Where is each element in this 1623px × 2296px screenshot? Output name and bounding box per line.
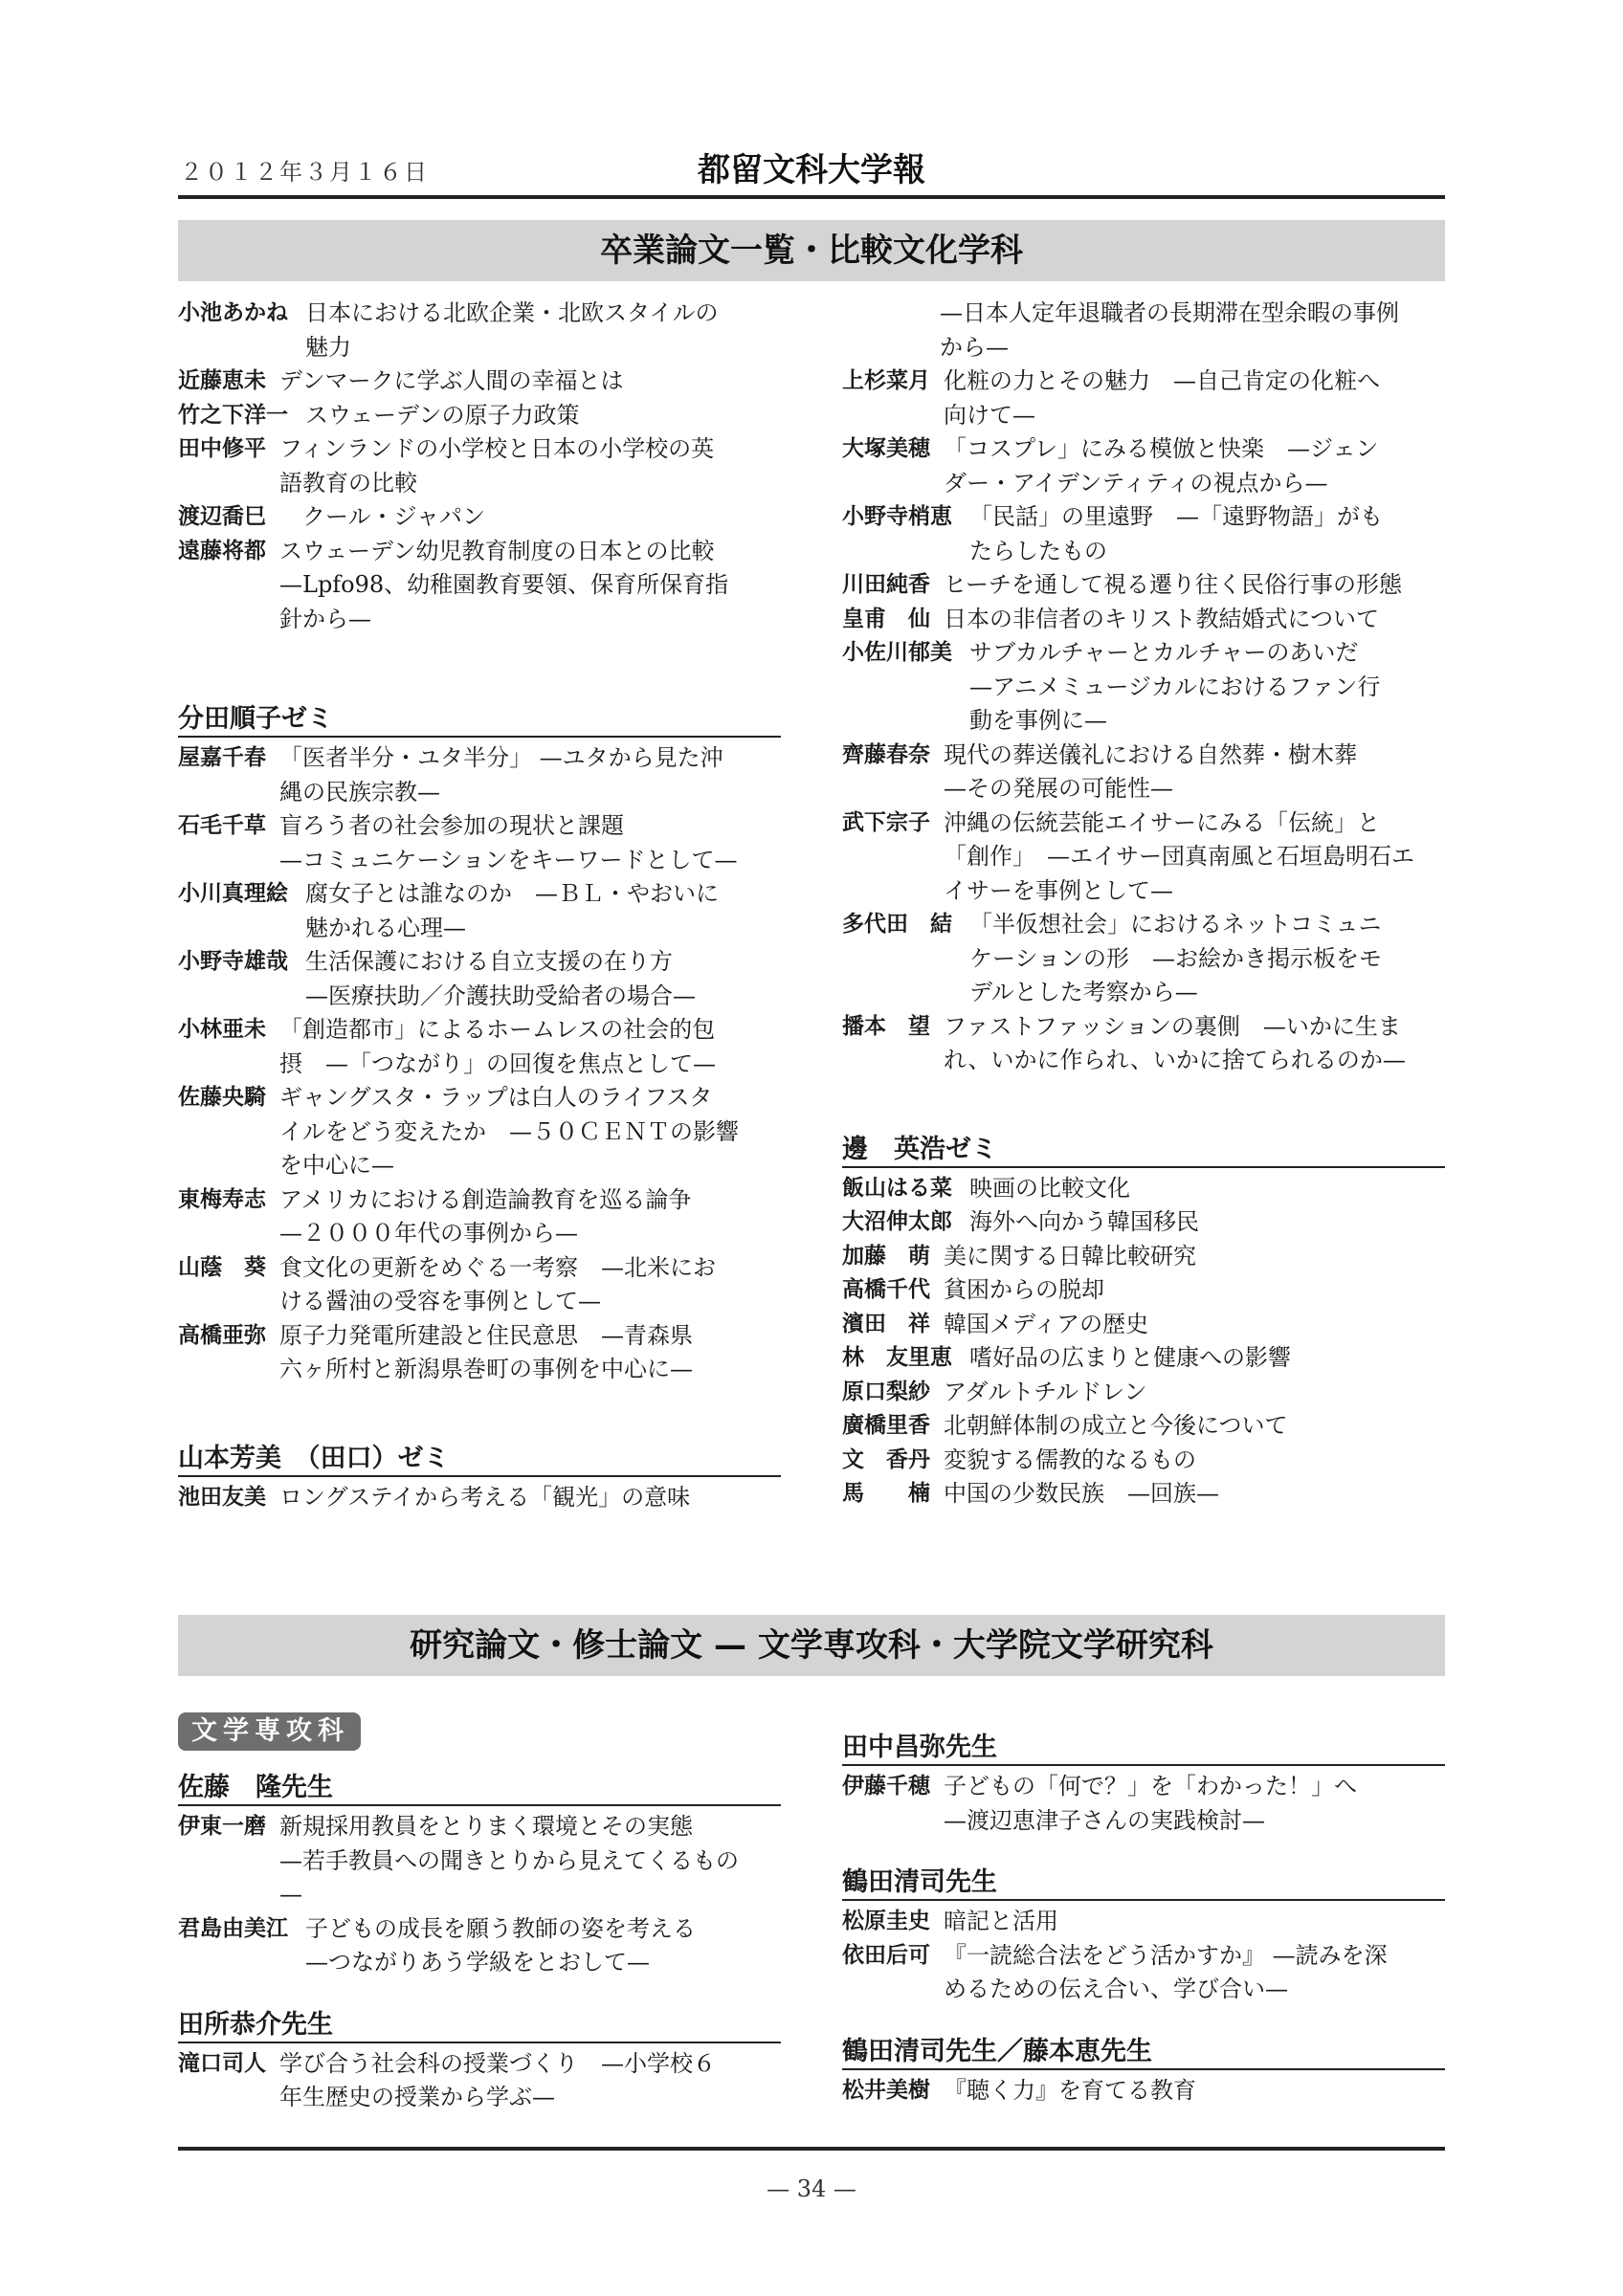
author-name: 多代田 結 xyxy=(842,912,952,937)
seminar-theses-list xyxy=(842,1172,1445,1512)
author-name: 大沼伸太郎 xyxy=(842,1209,952,1234)
thesis-title: 北朝鮮体制の成立と今後について xyxy=(944,1412,1288,1439)
seminar-theses-list xyxy=(178,741,781,1387)
thesis-title: デンマークに学ぶ人間の幸福とは xyxy=(279,367,624,394)
thesis-entry xyxy=(178,297,781,364)
thesis-entry xyxy=(178,1810,781,1912)
thesis-title: 暗記と活用 xyxy=(944,1908,1058,1934)
author-name: 加藤 萌 xyxy=(842,1243,930,1269)
thesis-entry xyxy=(842,2074,1445,2108)
papers-list xyxy=(178,1810,781,1980)
page-number: — 34 — xyxy=(767,2175,856,2202)
thesis-title: 沖縄の伝統芸能エイサーにみる「伝統」と 「創作」 —エイサー団真南風と石垣島明石エ イサーを事例として— xyxy=(944,808,1414,904)
author-name: 皇甫 仙 xyxy=(842,606,930,631)
column-right-bottom xyxy=(842,1712,1445,2108)
department-badge: 文学専攻科 xyxy=(178,1712,361,1751)
thesis-entry xyxy=(842,1905,1445,1939)
continued-thesis-title: —日本人定年退職者の長期滞在型余暇の事例 から— xyxy=(940,299,1399,361)
author-name: 馬 楠 xyxy=(842,1481,930,1506)
thesis-entry xyxy=(178,809,781,877)
author-name: 池田友美 xyxy=(178,1484,266,1510)
author-name: 滝口司人 xyxy=(178,2050,266,2076)
thesis-title: 子どもの成長を願う教師の姿を考える —つながりあう学級をとおして— xyxy=(305,1914,696,1976)
thesis-title: 中国の少数民族 —回族— xyxy=(944,1480,1219,1507)
author-name: 廣橋里香 xyxy=(842,1413,930,1438)
author-name: 齊藤春奈 xyxy=(842,741,930,767)
thesis-entry xyxy=(842,908,1445,1010)
thesis-title: 変貌する儒教的なるもの xyxy=(944,1446,1196,1473)
thesis-title: 「民話」の里遠野 —「遠野物語」がも たらしたもの xyxy=(969,503,1383,564)
thesis-title: 食文化の更新をめぐる一考察 —北米にお ける醤油の受容を事例として— xyxy=(279,1253,716,1314)
thesis-entry xyxy=(178,2047,781,2115)
thesis-entry xyxy=(842,364,1445,432)
thesis-entry xyxy=(178,945,781,1013)
page-header xyxy=(178,144,1445,199)
thesis-entry xyxy=(842,1205,1445,1240)
author-name: 伊東一磨 xyxy=(178,1814,266,1839)
thesis-title: 「半仮想社会」におけるネットコミュニ ケーションの形 —お絵かき掲示板をモ デルとした考察から— xyxy=(969,911,1383,1005)
author-name: 伊藤千穂 xyxy=(842,1774,930,1799)
thesis-entry xyxy=(842,500,1445,568)
thesis-entry xyxy=(178,535,781,637)
thesis-entry xyxy=(178,1481,781,1515)
column-left-top xyxy=(178,297,781,1514)
author-name: 君島由美江 xyxy=(178,1915,288,1941)
thesis-title: 美に関する日韓比較研究 xyxy=(944,1242,1196,1269)
papers-list xyxy=(842,2074,1445,2108)
thesis-entry xyxy=(842,1172,1445,1206)
author-name: 小野寺雄哉 xyxy=(178,949,288,974)
professor-heading: 田中昌弥先生 xyxy=(842,1732,1445,1766)
author-name: 高橋亜弥 xyxy=(178,1322,266,1348)
thesis-title: フィンランドの小学校と日本の小学校の英 語教育の比較 xyxy=(279,435,715,497)
author-name: 大塚美穂 xyxy=(842,436,930,461)
thesis-entry xyxy=(842,1477,1445,1512)
seminar-heading: 山本芳美 （田口）ゼミ xyxy=(178,1443,781,1477)
thesis-entry xyxy=(842,1939,1445,2007)
papers-list xyxy=(842,1770,1445,1838)
thesis-entry xyxy=(842,806,1445,909)
unaffiliated-theses-list xyxy=(178,297,781,636)
thesis-title: サブカルチャーとカルチャーのあいだ —アニメミュージカルにおけるファン行 動を事例に— xyxy=(969,639,1381,734)
issue-date: ２０１２年３月１６日 xyxy=(180,159,429,186)
author-name: 石毛千草 xyxy=(178,813,266,838)
thesis-entry xyxy=(178,364,781,399)
professor-heading: 鶴田清司先生／藤本恵先生 xyxy=(842,2036,1445,2070)
author-name: 川田純香 xyxy=(842,572,930,597)
author-name: 松原圭史 xyxy=(842,1909,930,1933)
professor-heading: 佐藤 隆先生 xyxy=(178,1772,781,1806)
professor-heading: 鶴田清司先生 xyxy=(842,1866,1445,1901)
thesis-title: 「創造都市」によるホームレスの社会的包 摂 —「つながり」の回復を焦点として— xyxy=(279,1016,716,1077)
thesis-title: 日本における北欧企業・北欧スタイルの 魅力 xyxy=(305,299,719,361)
thesis-entry xyxy=(178,1251,781,1319)
thesis-entry xyxy=(842,1273,1445,1308)
papers-list xyxy=(178,2047,781,2115)
thesis-entry xyxy=(842,1240,1445,1274)
papers-list xyxy=(842,1905,1445,2007)
thesis-title: ファストファッションの裏側 —いかに生ま れ、いかに作られ、いかに捨てられるのか— xyxy=(944,1012,1406,1073)
author-name: 佐藤央騎 xyxy=(178,1085,266,1110)
author-name: 飯山はる菜 xyxy=(842,1175,952,1201)
thesis-entry xyxy=(842,1010,1445,1078)
thesis-entry xyxy=(178,877,781,945)
professor-heading: 田所恭介先生 xyxy=(178,2009,781,2043)
author-name: 近藤恵未 xyxy=(178,368,266,393)
thesis-title: 「コスプレ」にみる模倣と快楽 —ジェン ダー・アイデンティティの視点から— xyxy=(944,435,1379,497)
thesis-entry xyxy=(842,568,1445,603)
thesis-title: クール・ジャパン xyxy=(279,503,486,530)
thesis-entry xyxy=(842,636,1445,739)
author-name: 武下宗子 xyxy=(842,809,930,835)
thesis-entry xyxy=(842,1341,1445,1376)
author-name: 濱田 祥 xyxy=(842,1311,930,1336)
author-name: 小佐川郁美 xyxy=(842,640,952,665)
thesis-entry xyxy=(842,603,1445,637)
thesis-title: 映画の比較文化 xyxy=(969,1174,1130,1202)
thesis-title: ギャングスタ・ラップは白人のライフスタ イルをどう変えたか —５０ＣＥＮＴの影響 を中心に— xyxy=(279,1084,739,1179)
footer-rule xyxy=(178,2147,1445,2151)
author-name: 小野寺梢恵 xyxy=(842,504,952,529)
thesis-entry xyxy=(178,1912,781,1980)
thesis-title: 日本の非信者のキリスト教結婚式について xyxy=(944,605,1380,632)
thesis-entry xyxy=(842,1444,1445,1478)
author-name: 遠藤将都 xyxy=(178,538,266,563)
thesis-entry xyxy=(178,741,781,809)
thesis-title: アメリカにおける創造論教育を巡る論争 —２０００年代の事例から— xyxy=(279,1185,692,1247)
thesis-title: 韓国メディアの歴史 xyxy=(944,1310,1149,1337)
author-name: 渡辺喬巳 xyxy=(178,504,266,529)
author-name: 山蔭 葵 xyxy=(178,1254,266,1280)
thesis-entry xyxy=(178,1081,781,1183)
thesis-title: 生活保護における自立支援の在り方 —医療扶助／介護扶助受給者の場合— xyxy=(305,948,696,1009)
thesis-title: 原子力発電所建設と住民意思 —青森県 六ヶ所村と新潟県巻町の事例を中心に— xyxy=(279,1321,693,1382)
author-name: 東梅寿志 xyxy=(178,1186,266,1212)
thesis-title: アダルトチルドレン xyxy=(944,1378,1147,1405)
thesis-title: 『一読総合法をどう活かすか』 —読みを深 めるための伝え合い、学び合い— xyxy=(944,1941,1388,2002)
section-banner-graduation-theses: 卒業論文一覧・比較文化学科 xyxy=(178,220,1445,281)
thesis-entry xyxy=(178,432,781,500)
thesis-entry xyxy=(178,500,781,535)
author-name: 上杉菜月 xyxy=(842,368,930,393)
theses-list xyxy=(842,364,1445,1078)
seminar-heading: 分田順子ゼミ xyxy=(178,703,781,738)
thesis-title: 学び合う社会科の授業づくり —小学校６ 年生歴史の授業から学ぶ— xyxy=(279,2049,716,2110)
thesis-title: 腐女子とは誰なのか —ＢＬ・やおいに 魅かれる心理— xyxy=(305,880,719,941)
author-name: 小池あかね xyxy=(178,300,288,325)
thesis-entry xyxy=(842,1376,1445,1410)
newsletter-title: 都留文科大学報 xyxy=(698,151,925,189)
author-name: 田中修平 xyxy=(178,436,266,461)
thesis-title: 海外へ向かう韓国移民 xyxy=(969,1208,1199,1235)
seminar-theses-list xyxy=(178,1481,781,1515)
thesis-entry xyxy=(178,1183,781,1251)
thesis-entry xyxy=(178,399,781,433)
thesis-title: ヒーチを通して視る遷り往く民俗行事の形態 xyxy=(944,571,1403,598)
thesis-title: 新規採用教員をとりまく環境とその実態 —若手教員への聞きとりから見えてくるもの — xyxy=(279,1813,739,1908)
author-name: 原口梨紗 xyxy=(842,1379,930,1404)
author-name: 播本 望 xyxy=(842,1013,930,1039)
thesis-title: ロングステイから考える「観光」の意味 xyxy=(279,1483,691,1511)
author-name: 竹之下洋一 xyxy=(178,402,288,428)
thesis-entry xyxy=(842,1308,1445,1342)
thesis-title: スウェーデン幼児教育制度の日本との比較 —Lpfo98、幼稚園教育要領、保育所保育指 針から— xyxy=(279,537,729,632)
author-name: 高橋千代 xyxy=(842,1277,930,1302)
thesis-entry xyxy=(842,1409,1445,1444)
column-right-top xyxy=(842,297,1445,1512)
thesis-title: 貧困からの脱却 xyxy=(944,1276,1104,1303)
thesis-entry xyxy=(178,1013,781,1081)
author-name: 小林亜未 xyxy=(178,1017,266,1042)
section-banner-research-papers: 研究論文・修士論文 — 文学専攻科・大学院文学研究科 xyxy=(178,1615,1445,1676)
thesis-title: 盲ろう者の社会参加の現状と課題 —コミュニケーションをキーワードとして— xyxy=(279,812,738,873)
column-left-bottom xyxy=(178,1712,781,2115)
seminar-heading: 邊 英浩ゼミ xyxy=(842,1134,1445,1168)
thesis-title: スウェーデンの原子力政策 xyxy=(305,401,580,429)
thesis-entry xyxy=(178,1319,781,1387)
thesis-title: 『聴く力』を育てる教育 xyxy=(944,2076,1196,2104)
thesis-entry xyxy=(842,432,1445,500)
author-name: 依田后可 xyxy=(842,1942,930,1968)
thesis-title: 化粧の力とその魅力 —自己肯定の化粧へ 向けて— xyxy=(944,367,1380,429)
author-name: 小川真理絵 xyxy=(178,881,288,906)
thesis-title: 「医者半分・ユタ半分」 —ユタから見た沖 縄の民族宗教— xyxy=(279,744,723,806)
author-name: 松井美樹 xyxy=(842,2077,930,2103)
author-name: 文 香丹 xyxy=(842,1446,930,1472)
thesis-title: 嗜好品の広まりと健康への影響 xyxy=(969,1344,1291,1371)
thesis-entry xyxy=(842,1770,1445,1838)
thesis-title: 子どもの「何で？」を「わかった！」へ —渡辺恵津子さんの実践検討— xyxy=(944,1773,1357,1834)
thesis-title: 現代の葬送儀礼における自然葬・樹木葬 —その発展の可能性— xyxy=(944,740,1357,802)
author-name: 屋嘉千春 xyxy=(178,745,266,770)
thesis-entry xyxy=(842,739,1445,806)
author-name: 林 友里恵 xyxy=(842,1345,952,1370)
